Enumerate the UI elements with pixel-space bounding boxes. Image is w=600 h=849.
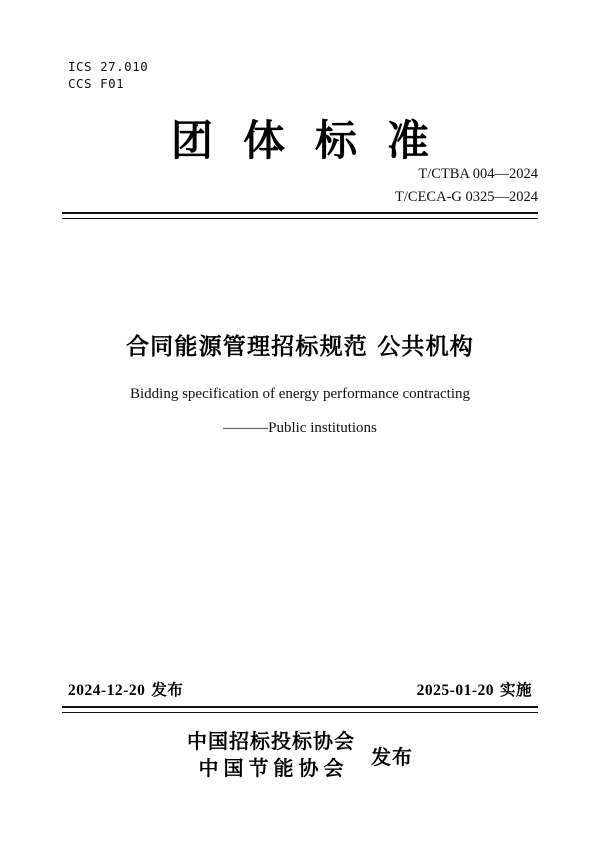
effective-label: 实施 [499, 681, 532, 699]
standard-number-primary: T/CTBA 004—2024 [418, 166, 538, 182]
document-title-cn: 合同能源管理招标规范 公共机构 [125, 334, 474, 360]
footer-divider-thick [62, 706, 538, 708]
footer-divider-thin [62, 712, 538, 713]
issuer-org-1: 中国招标投标协会 [187, 729, 355, 753]
classification-codes [68, 58, 148, 92]
date-row [68, 678, 532, 700]
release-label: 发布 [151, 681, 184, 699]
page-title: 团体标准 [170, 116, 459, 165]
effective-date-group [417, 678, 532, 700]
ccs-code: CCS F01 [68, 76, 125, 91]
issuer-org-2: 中国节能协会 [198, 756, 349, 780]
issuer-block [0, 728, 600, 782]
issuer-verb: 发布 [371, 744, 413, 769]
effective-date: 2025-01-20 [416, 682, 494, 699]
issuer-names [187, 728, 355, 782]
header-divider-thin [62, 218, 538, 219]
release-date-group [68, 678, 183, 700]
header-divider-thick [62, 212, 538, 214]
document-title-en-line1: Bidding specification of energy performance contracting [129, 386, 470, 402]
standard-number-list [395, 163, 538, 209]
document-title-en-line2: ———Public institutions [223, 420, 377, 436]
ics-code: ICS 27.010 [68, 59, 149, 74]
standard-number-secondary: T/CECA-G 0325—2024 [395, 189, 538, 205]
release-date: 2024-12-20 [68, 682, 146, 699]
